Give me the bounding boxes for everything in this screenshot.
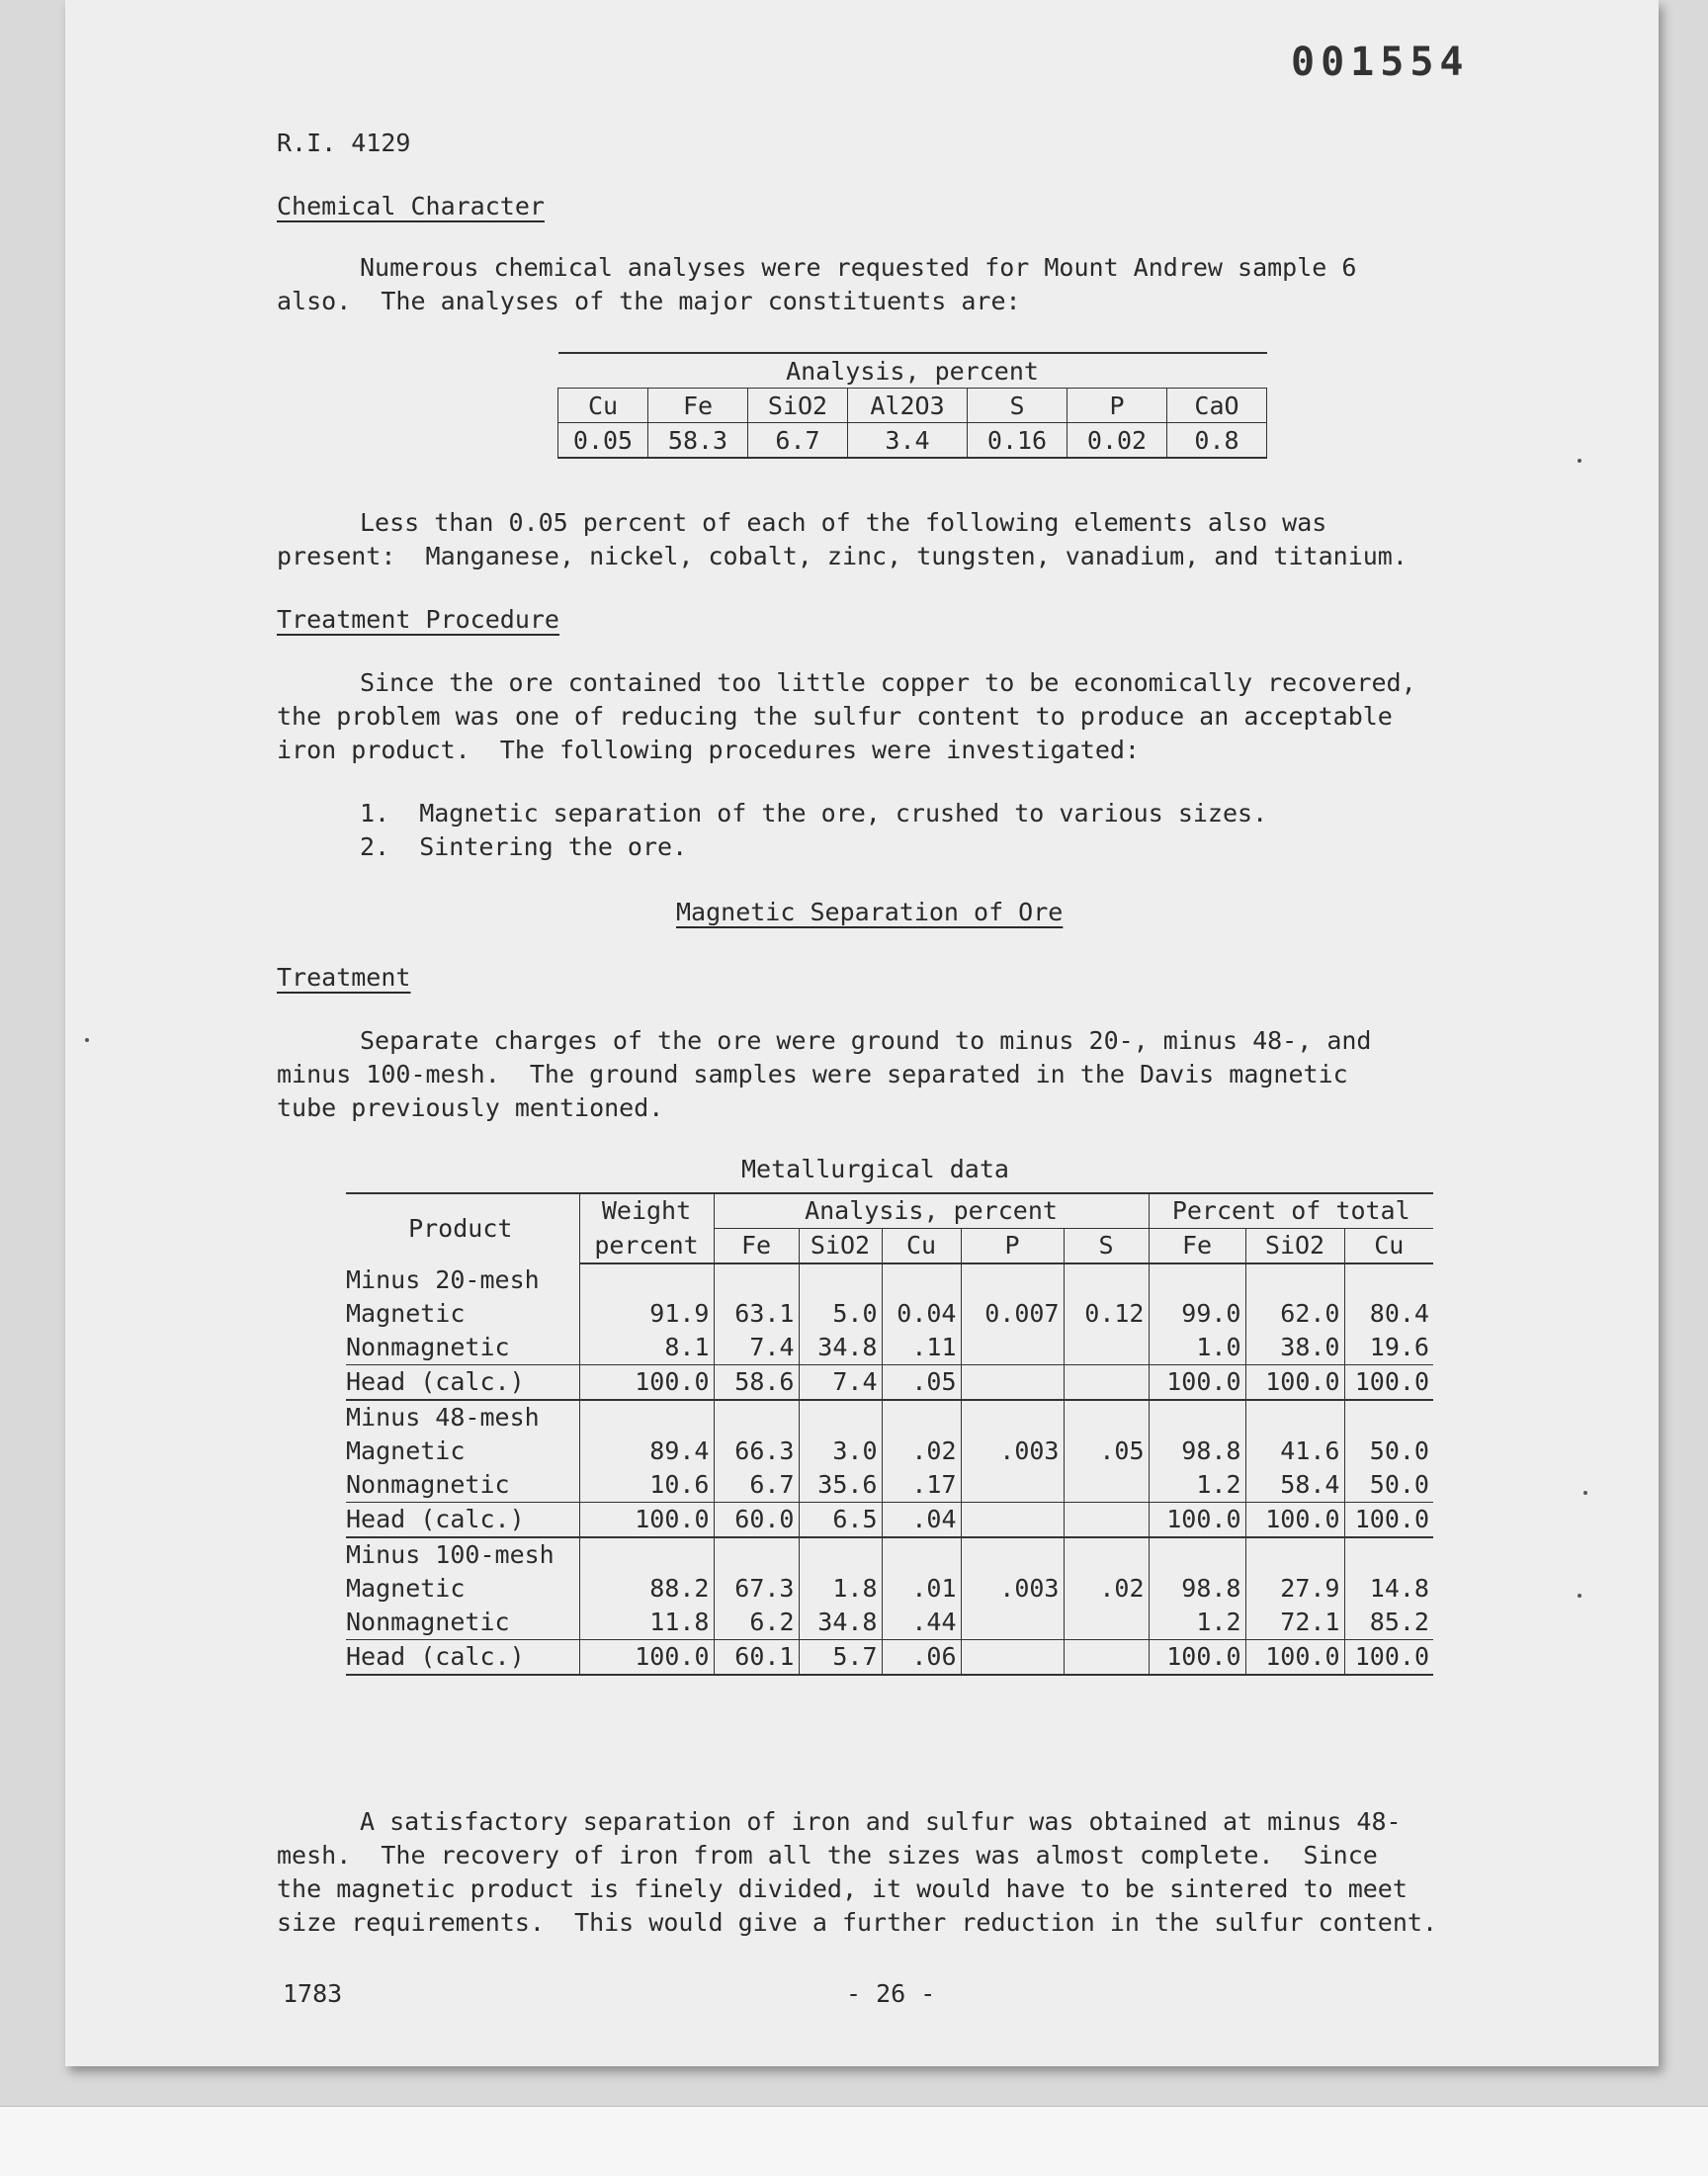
table-cell: 60.0	[714, 1503, 799, 1538]
row-label: Minus 100-mesh	[346, 1540, 555, 1569]
table-cell: .01	[882, 1572, 961, 1606]
table-cell	[1064, 1365, 1149, 1401]
heading-treatment: Treatment	[277, 963, 411, 992]
table-cell: .003	[961, 1572, 1064, 1606]
speck	[85, 1038, 89, 1042]
table-cell: 66.3	[714, 1435, 799, 1468]
speck	[1578, 459, 1581, 463]
col-header-analysis: Analysis, percent	[714, 1193, 1149, 1229]
row-label: Head (calc.)	[346, 1503, 579, 1538]
document-page	[65, 0, 1659, 2066]
table-row	[346, 1606, 1433, 1640]
col-header: Cu	[882, 1229, 961, 1264]
table-cell: .02	[882, 1435, 961, 1468]
table-cell: 58.4	[1245, 1468, 1344, 1503]
table-row	[346, 1331, 1433, 1365]
col-header: Al2O3	[848, 389, 968, 423]
col-header: P	[961, 1229, 1064, 1264]
table-cell: 27.9	[1245, 1572, 1344, 1606]
table-cell: 1.2	[1149, 1468, 1245, 1503]
col-header: P	[1068, 389, 1167, 423]
paragraph-line: minus 100-mesh. The ground samples were separated in the Davis magnetic	[277, 1060, 1348, 1088]
table-row	[346, 1640, 1433, 1676]
table-cell: 3.0	[799, 1435, 882, 1468]
table-cell	[961, 1640, 1064, 1676]
row-label: Magnetic	[346, 1299, 466, 1328]
table-row	[346, 1503, 1433, 1538]
table-cell: 72.1	[1245, 1606, 1344, 1640]
table-cell: 41.6	[1245, 1435, 1344, 1468]
table-cell	[714, 1263, 799, 1297]
table-cell	[882, 1400, 961, 1435]
table-cell: 100.0	[1149, 1365, 1245, 1401]
table-cell	[1245, 1263, 1344, 1297]
table-cell: 100.0	[579, 1503, 714, 1538]
page-number: - 26 -	[846, 1979, 936, 2008]
col-header: Fe	[648, 389, 748, 423]
col-header: Fe	[714, 1229, 799, 1264]
row-label: Head (calc.)	[346, 1640, 579, 1676]
row-label: Nonmagnetic	[346, 1470, 510, 1499]
table-cell	[1064, 1640, 1149, 1676]
row-label: Magnetic	[346, 1574, 466, 1603]
table-cell: 100.0	[579, 1640, 714, 1676]
table-cell: 34.8	[799, 1606, 882, 1640]
table-row	[346, 1537, 1433, 1572]
paragraph-line: mesh. The recovery of iron from all the sizes was almost complete. Since	[277, 1841, 1378, 1870]
table-cell: 50.0	[1344, 1435, 1433, 1468]
table-cell: 6.7	[714, 1468, 799, 1503]
table-row	[346, 1468, 1433, 1503]
paragraph-line: Less than 0.05 percent of each of the following elements also was	[360, 508, 1327, 537]
table-cell: 100.0	[1344, 1503, 1433, 1538]
scan-bottom-strip	[0, 2106, 1708, 2176]
table-cell	[1149, 1263, 1245, 1297]
col-header-weight: percent	[579, 1229, 714, 1264]
table-cell: .02	[1064, 1572, 1149, 1606]
paragraph-line: Since the ore contained too little copper to be economically recovered,	[360, 668, 1416, 697]
table-row	[346, 1365, 1433, 1401]
paragraph-line: Numerous chemical analyses were requested for Mount Andrew sample 6	[360, 253, 1357, 282]
table-cell: 0.12	[1064, 1297, 1149, 1331]
table-cell: 8.1	[579, 1331, 714, 1365]
table-cell	[714, 1400, 799, 1435]
table-cell: 100.0	[1245, 1503, 1344, 1538]
table-cell	[1064, 1400, 1149, 1435]
table-cell	[882, 1537, 961, 1572]
table-cell: 14.8	[1344, 1572, 1433, 1606]
table-cell	[961, 1537, 1064, 1572]
table-cell: 7.4	[799, 1365, 882, 1401]
analysis-table	[557, 352, 1267, 459]
table-cell: 0.8	[1167, 423, 1267, 459]
paragraph-line: A satisfactory separation of iron and sulfur was obtained at minus 48-	[360, 1807, 1402, 1836]
report-id: R.I. 4129	[277, 129, 411, 157]
paragraph-line: tube previously mentioned.	[277, 1093, 664, 1122]
row-label: Minus 20-mesh	[346, 1265, 540, 1294]
table-cell: .003	[961, 1435, 1064, 1468]
footer-code: 1783	[283, 1979, 343, 2008]
table-cell: .05	[1064, 1435, 1149, 1468]
table-row	[346, 1263, 1433, 1297]
table-cell: .06	[882, 1640, 961, 1676]
table-cell: 7.4	[714, 1331, 799, 1365]
row-label: Minus 48-mesh	[346, 1403, 540, 1432]
table-cell	[1064, 1606, 1149, 1640]
table-cell	[579, 1400, 714, 1435]
table-cell: 98.8	[1149, 1572, 1245, 1606]
table-cell: 0.16	[968, 423, 1068, 459]
table-cell: 58.3	[648, 423, 748, 459]
table-row	[346, 1400, 1433, 1435]
table-cell: 34.8	[799, 1331, 882, 1365]
table-cell	[961, 1365, 1064, 1401]
table-cell: 5.0	[799, 1297, 882, 1331]
table-cell: 50.0	[1344, 1468, 1433, 1503]
table-cell: 0.05	[558, 423, 648, 459]
paragraph-line: Separate charges of the ore were ground to minus 20-, minus 48-, and	[360, 1026, 1372, 1055]
table-cell: 88.2	[579, 1572, 714, 1606]
table-cell: 100.0	[1149, 1503, 1245, 1538]
table-cell: 100.0	[1245, 1640, 1344, 1676]
table-cell	[1245, 1400, 1344, 1435]
table-cell: 1.8	[799, 1572, 882, 1606]
table-cell	[579, 1263, 714, 1297]
table-cell: .05	[882, 1365, 961, 1401]
table-cell: .17	[882, 1468, 961, 1503]
col-header: SiO2	[799, 1229, 882, 1264]
col-header: CaO	[1167, 389, 1267, 423]
col-header: SiO2	[748, 389, 848, 423]
row-label: Head (calc.)	[346, 1365, 579, 1401]
heading-treatment-procedure: Treatment Procedure	[277, 605, 559, 634]
paragraph-line: present: Manganese, nickel, cobalt, zinc, tungsten, vanadium, and titanium.	[277, 542, 1408, 570]
analysis-table-title: Analysis, percent	[558, 353, 1267, 389]
col-header: Cu	[1344, 1229, 1433, 1264]
col-header: SiO2	[1245, 1229, 1344, 1264]
table-cell	[961, 1400, 1064, 1435]
table-cell	[961, 1503, 1064, 1538]
table-cell: 6.7	[748, 423, 848, 459]
table-cell	[961, 1468, 1064, 1503]
table-cell: 10.6	[579, 1468, 714, 1503]
metallurgical-data-table	[346, 1192, 1433, 1676]
table-cell: 0.02	[1068, 423, 1167, 459]
list-item: 2. Sintering the ore.	[360, 832, 688, 861]
table-cell: 89.4	[579, 1435, 714, 1468]
row-label: Magnetic	[346, 1436, 466, 1465]
table-cell: 6.2	[714, 1606, 799, 1640]
col-header-weight: Weight	[579, 1193, 714, 1229]
table-cell	[961, 1263, 1064, 1297]
table-cell	[799, 1263, 882, 1297]
table-cell: 19.6	[1344, 1331, 1433, 1365]
col-header: S	[1064, 1229, 1149, 1264]
table-cell	[799, 1400, 882, 1435]
table-cell	[1344, 1263, 1433, 1297]
table-cell: 3.4	[848, 423, 968, 459]
col-header: S	[968, 389, 1068, 423]
paragraph-line: size requirements. This would give a further reduction in the sulfur content.	[277, 1908, 1437, 1937]
table-cell: 100.0	[1344, 1365, 1433, 1401]
table-cell: 80.4	[1344, 1297, 1433, 1331]
table-cell: 5.7	[799, 1640, 882, 1676]
table-cell: 85.2	[1344, 1606, 1433, 1640]
table-cell	[1064, 1263, 1149, 1297]
table-cell	[1344, 1400, 1433, 1435]
row-label: Nonmagnetic	[346, 1608, 510, 1636]
paragraph-line: the problem was one of reducing the sulfur content to produce an acceptable	[277, 702, 1393, 731]
col-header-product: Product	[346, 1193, 579, 1263]
table-cell	[1064, 1537, 1149, 1572]
table-cell: 11.8	[579, 1606, 714, 1640]
paragraph-line: the magnetic product is finely divided, it would have to be sintered to meet	[277, 1874, 1408, 1903]
table-cell	[714, 1537, 799, 1572]
list-item: 1. Magnetic separation of the ore, crushed to various sizes.	[360, 799, 1268, 827]
table-cell: 58.6	[714, 1365, 799, 1401]
table-cell	[1149, 1537, 1245, 1572]
table-cell: 63.1	[714, 1297, 799, 1331]
table-cell: 100.0	[1245, 1365, 1344, 1401]
table-cell: 1.2	[1149, 1606, 1245, 1640]
table-cell: 6.5	[799, 1503, 882, 1538]
col-header: Fe	[1149, 1229, 1245, 1264]
table-row	[346, 1297, 1433, 1331]
table-cell: 0.04	[882, 1297, 961, 1331]
table-caption: Metallurgical data	[741, 1155, 1009, 1183]
table-row	[346, 1435, 1433, 1468]
heading-chemical-character: Chemical Character	[277, 192, 545, 220]
table-cell: 62.0	[1245, 1297, 1344, 1331]
table-cell	[579, 1537, 714, 1572]
paragraph-line: iron product. The following procedures were investigated:	[277, 736, 1140, 764]
table-cell: 38.0	[1245, 1331, 1344, 1365]
table-cell	[1064, 1503, 1149, 1538]
document-stamp-number: 001554	[1291, 40, 1470, 85]
col-header: Cu	[558, 389, 648, 423]
table-cell: .11	[882, 1331, 961, 1365]
table-cell: 98.8	[1149, 1435, 1245, 1468]
table-cell	[1064, 1468, 1149, 1503]
table-cell: .44	[882, 1606, 961, 1640]
table-cell: 100.0	[579, 1365, 714, 1401]
table-cell: 67.3	[714, 1572, 799, 1606]
table-cell: 0.007	[961, 1297, 1064, 1331]
table-cell: 91.9	[579, 1297, 714, 1331]
table-cell	[799, 1537, 882, 1572]
speck	[1578, 1594, 1581, 1598]
table-cell	[1149, 1400, 1245, 1435]
table-cell	[961, 1331, 1064, 1365]
col-header-percent-total: Percent of total	[1149, 1193, 1433, 1229]
table-cell	[1245, 1537, 1344, 1572]
row-label: Nonmagnetic	[346, 1333, 510, 1361]
table-cell: 99.0	[1149, 1297, 1245, 1331]
table-cell: 35.6	[799, 1468, 882, 1503]
speck	[1583, 1491, 1587, 1495]
heading-magnetic-separation: Magnetic Separation of Ore	[676, 898, 1064, 926]
table-cell	[1344, 1537, 1433, 1572]
table-cell	[961, 1606, 1064, 1640]
table-cell: 100.0	[1344, 1640, 1433, 1676]
table-cell: 1.0	[1149, 1331, 1245, 1365]
table-cell: 60.1	[714, 1640, 799, 1676]
paragraph-line: also. The analyses of the major constituents are:	[277, 287, 1021, 315]
table-cell: .04	[882, 1503, 961, 1538]
table-cell	[882, 1263, 961, 1297]
table-cell	[1064, 1331, 1149, 1365]
table-cell: 100.0	[1149, 1640, 1245, 1676]
table-row	[346, 1572, 1433, 1606]
